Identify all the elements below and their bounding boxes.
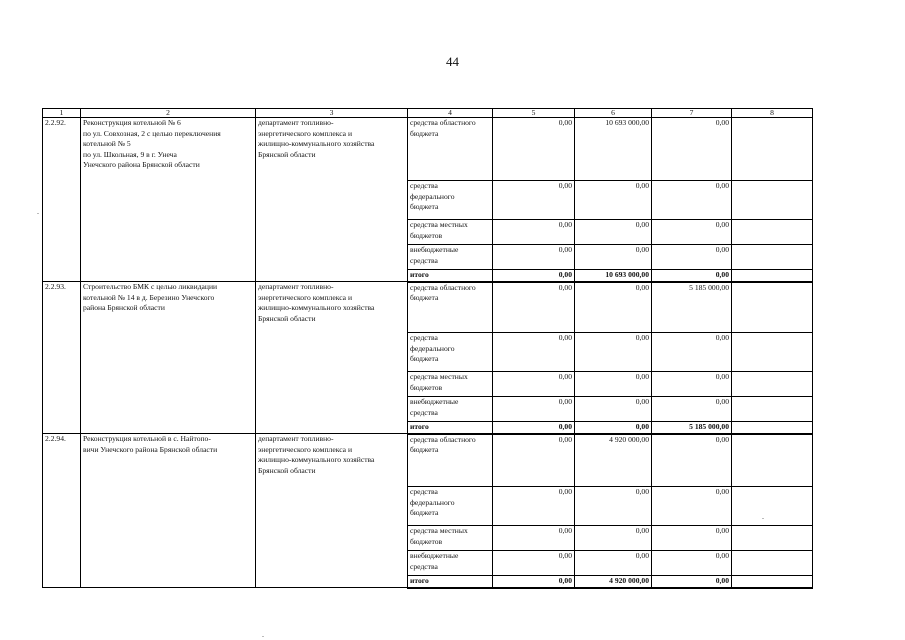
amount-col-7: 0,00: [715, 181, 729, 190]
amount-col-7: 0,00: [715, 245, 729, 254]
funding-source-cell: [408, 551, 493, 576]
amount-col-7-cell: [652, 434, 732, 487]
amount-col-5: 0,00: [558, 245, 572, 254]
funding-source-line: бюджета: [410, 354, 439, 364]
amount-col-6: 0,00: [635, 526, 649, 536]
amount-col-6-cell: [575, 422, 652, 434]
funding-source-line: средства областного: [410, 118, 476, 127]
amount-col-7: 0,00: [715, 220, 729, 229]
funding-source-cell: [408, 434, 493, 487]
amount-col-8-cell: [732, 245, 813, 270]
amount-col-8-cell: [732, 333, 813, 372]
amount-col-5-cell: [493, 333, 575, 372]
amount-col-5: 0,00: [558, 434, 572, 444]
amount-col-7-cell: [652, 181, 732, 220]
item-code-cell: [43, 118, 81, 282]
amount-col-5-cell: [493, 526, 575, 551]
amount-col-5-cell: [493, 282, 575, 333]
item-code: 2.2.94.: [45, 434, 66, 444]
funding-source-line: федерального: [410, 191, 455, 201]
amount-col-8-cell: [732, 181, 813, 220]
amount-col-6-cell: [575, 526, 652, 551]
item-name-line: вичи Унечского района Брянской области: [83, 444, 218, 454]
amount-col-7: 0,00: [715, 576, 729, 586]
amount-col-6-cell: [575, 282, 652, 333]
amount-col-7: 0,00: [715, 270, 729, 279]
executor-line: Брянской области: [258, 313, 316, 323]
funding-source-line: средства областного: [410, 282, 476, 292]
funding-source-line: средства: [410, 487, 438, 497]
item-code: 2.2.93.: [45, 282, 66, 292]
amount-col-7: 0,00: [715, 333, 729, 343]
funding-source-line: средства местных: [410, 372, 468, 382]
funding-source-line: бюджета: [410, 508, 439, 518]
amount-col-8-cell: [732, 487, 813, 526]
amount-col-6-cell: [575, 245, 652, 270]
amount-col-5-cell: [493, 245, 575, 270]
amount-col-8-cell: [732, 220, 813, 245]
amount-col-7-cell: [652, 118, 732, 181]
amount-col-5-cell: [493, 397, 575, 422]
funding-source-cell: [408, 333, 493, 372]
amount-col-7-cell: [652, 270, 732, 282]
funding-source-cell: [408, 487, 493, 526]
amount-col-7: 5 185 000,00: [689, 422, 729, 432]
item-name-line: Строительство БМК с целью ликвидации: [83, 282, 218, 292]
amount-col-5: 0,00: [558, 372, 572, 382]
amount-col-6: 0,00: [635, 245, 649, 254]
amount-col-5-cell: [493, 487, 575, 526]
amount-col-5-cell: [493, 118, 575, 181]
executor-line: энергетического комплекса и: [258, 292, 353, 302]
amount-col-7-cell: [652, 526, 732, 551]
amount-col-6: 0,00: [635, 282, 649, 292]
funding-source-line: бюджета: [410, 445, 439, 455]
amount-col-7-cell: [652, 245, 732, 270]
amount-col-8-cell: [732, 551, 813, 576]
amount-col-8-cell: [732, 526, 813, 551]
total-label: итого: [410, 270, 429, 279]
executor-line: департамент топливно-: [258, 118, 334, 127]
amount-col-7: 0,00: [715, 487, 729, 497]
item-name-cell: [81, 434, 256, 588]
funding-source-cell: [408, 282, 493, 333]
amount-col-7: 5 185 000,00: [689, 282, 729, 292]
funding-source-line: бюджетов: [410, 382, 443, 392]
executor-cell: [256, 118, 408, 282]
amount-col-8-cell: [732, 422, 813, 434]
amount-col-6: 0,00: [635, 487, 649, 497]
table-row: [43, 282, 813, 333]
page-number: 44: [446, 54, 459, 69]
amount-col-5-cell: [493, 181, 575, 220]
item-name-line: Унечского района Брянской области: [83, 160, 200, 170]
item-name-cell: [81, 282, 256, 434]
amount-col-6: 10 693 000,00: [605, 270, 649, 279]
amount-col-7: 0,00: [715, 551, 729, 561]
amount-col-8-cell: [732, 576, 813, 588]
amount-col-5: 0,00: [558, 526, 572, 536]
executor-cell: [256, 434, 408, 588]
funding-source-cell: [408, 372, 493, 397]
scan-speck: [37, 213, 39, 214]
table-row: [43, 118, 813, 181]
amount-col-6-cell: [575, 118, 652, 181]
amount-col-6: 10 693 000,00: [605, 118, 649, 127]
amount-col-6: 4 920 000,00: [609, 576, 649, 586]
table-row: [43, 434, 813, 487]
amount-col-7: 0,00: [715, 397, 729, 407]
item-code-cell: [43, 434, 81, 588]
amount-col-5-cell: [493, 220, 575, 245]
funding-source-line: средства местных: [410, 526, 468, 536]
table-header: [43, 109, 813, 118]
scan-speck: [762, 518, 764, 519]
amount-col-7-cell: [652, 576, 732, 588]
amount-col-7-cell: [652, 372, 732, 397]
amount-col-7-cell: [652, 397, 732, 422]
amount-col-6: 0,00: [635, 181, 649, 190]
header-col-2: 2: [81, 109, 256, 118]
executor-line: жилищно-коммунального хозяйства: [258, 139, 375, 149]
amount-col-6-cell: [575, 434, 652, 487]
funding-source-cell: [408, 526, 493, 551]
header-row: [43, 109, 813, 118]
amount-col-6: 0,00: [635, 551, 649, 561]
funding-source-line: бюджета: [410, 128, 439, 138]
funding-source-line: внебюджетные: [410, 551, 459, 561]
amount-col-6-cell: [575, 372, 652, 397]
amount-col-7: 0,00: [715, 118, 729, 127]
funding-source-line: средства областного: [410, 434, 476, 444]
funding-source-cell: [408, 118, 493, 181]
header-col-6: 6: [575, 109, 652, 118]
amount-col-5: 0,00: [558, 220, 572, 229]
amount-col-7-cell: [652, 551, 732, 576]
item-name-cell: [81, 118, 256, 282]
funding-source-line: средства: [410, 407, 438, 417]
executor-line: жилищно-коммунального хозяйства: [258, 303, 375, 313]
item-name-line: Реконструкция котельной № 6: [83, 118, 181, 127]
amount-col-6-cell: [575, 576, 652, 588]
amount-col-6-cell: [575, 487, 652, 526]
amount-col-7: 0,00: [715, 434, 729, 444]
executor-line: департамент топливно-: [258, 434, 334, 444]
item-name-line: района Брянской области: [83, 303, 165, 313]
executor-line: Брянской области: [258, 465, 316, 475]
amount-col-6-cell: [575, 181, 652, 220]
amount-col-5-cell: [493, 551, 575, 576]
funding-source-line: средства местных: [410, 220, 468, 229]
executor-line: жилищно-коммунального хозяйства: [258, 455, 375, 465]
total-label: итого: [410, 422, 429, 432]
amount-col-5-cell: [493, 434, 575, 487]
funding-source-line: бюджетов: [410, 230, 443, 240]
amount-col-7: 0,00: [715, 372, 729, 382]
item-name-line: по ул. Совхозная, 2 с целью переключения: [83, 128, 221, 138]
executor-line: энергетического комплекса и: [258, 128, 353, 138]
header-col-1: 1: [43, 109, 81, 118]
amount-col-7-cell: [652, 282, 732, 333]
funding-source-line: бюджетов: [410, 536, 443, 546]
amount-col-7: 0,00: [715, 526, 729, 536]
funding-source-cell: [408, 397, 493, 422]
amount-col-5: 0,00: [558, 551, 572, 561]
amount-col-8-cell: [732, 397, 813, 422]
funding-source-cell: [408, 181, 493, 220]
funding-source-line: средства: [410, 181, 438, 190]
amount-col-8-cell: [732, 118, 813, 181]
funding-source-cell: [408, 245, 493, 270]
amount-col-5-cell: [493, 422, 575, 434]
amount-col-7-cell: [652, 487, 732, 526]
item-code-cell: [43, 282, 81, 434]
amount-col-5: 0,00: [558, 487, 572, 497]
amount-col-7-cell: [652, 220, 732, 245]
item-name-line: Реконструкция котельной в с. Найтопо-: [83, 434, 211, 444]
header-col-4: 4: [408, 109, 493, 118]
amount-col-5: 0,00: [558, 270, 572, 279]
header-col-3: 3: [256, 109, 408, 118]
amount-col-5: 0,00: [558, 422, 572, 432]
amount-col-5-cell: [493, 270, 575, 282]
funding-source-line: бюджета: [410, 293, 439, 303]
amount-col-5: 0,00: [558, 118, 572, 127]
amount-col-7-cell: [652, 422, 732, 434]
total-label-cell: [408, 422, 493, 434]
item-code: 2.2.92.: [45, 118, 66, 127]
amount-col-5: 0,00: [558, 576, 572, 586]
amount-col-6: 0,00: [635, 372, 649, 382]
funding-source-line: федерального: [410, 343, 455, 353]
header-col-7: 7: [652, 109, 732, 118]
amount-col-6-cell: [575, 333, 652, 372]
item-name-line: котельной № 5: [83, 139, 131, 149]
funding-source-line: федерального: [410, 497, 455, 507]
amount-col-6: 0,00: [635, 333, 649, 343]
budget-table: [42, 108, 813, 589]
amount-col-6-cell: [575, 220, 652, 245]
amount-col-5: 0,00: [558, 181, 572, 190]
amount-col-5: 0,00: [558, 282, 572, 292]
funding-source-line: внебюджетные: [410, 397, 459, 407]
scan-speck: [262, 636, 264, 637]
total-label-cell: [408, 576, 493, 588]
funding-source-line: средства: [410, 561, 438, 571]
item-name-line: котельной № 14 в д. Березино Унечского: [83, 292, 215, 302]
amount-col-8-cell: [732, 372, 813, 397]
executor-cell: [256, 282, 408, 434]
amount-col-5-cell: [493, 576, 575, 588]
header-col-8: 8: [732, 109, 813, 118]
amount-col-6-cell: [575, 270, 652, 282]
funding-source-line: бюджета: [410, 202, 439, 212]
amount-col-8-cell: [732, 270, 813, 282]
amount-col-6-cell: [575, 551, 652, 576]
total-label: итого: [410, 576, 429, 586]
executor-line: департамент топливно-: [258, 282, 334, 292]
amount-col-8-cell: [732, 434, 813, 487]
executor-line: Брянской области: [258, 149, 316, 159]
funding-source-cell: [408, 220, 493, 245]
executor-line: энергетического комплекса и: [258, 444, 353, 454]
table-body: [43, 118, 813, 588]
funding-source-line: внебюджетные: [410, 245, 459, 254]
amount-col-5: 0,00: [558, 397, 572, 407]
item-name-line: по ул. Школьная, 9 в г. Унеча: [83, 149, 177, 159]
amount-col-7-cell: [652, 333, 732, 372]
funding-source-line: средства: [410, 255, 438, 265]
amount-col-5: 0,00: [558, 333, 572, 343]
amount-col-6: 4 920 000,00: [609, 434, 649, 444]
funding-source-line: средства: [410, 333, 438, 343]
header-col-5: 5: [493, 109, 575, 118]
amount-col-6: 0,00: [635, 397, 649, 407]
amount-col-6: 0,00: [635, 422, 649, 432]
amount-col-6-cell: [575, 397, 652, 422]
amount-col-6: 0,00: [635, 220, 649, 229]
total-label-cell: [408, 270, 493, 282]
amount-col-5-cell: [493, 372, 575, 397]
amount-col-8-cell: [732, 282, 813, 333]
